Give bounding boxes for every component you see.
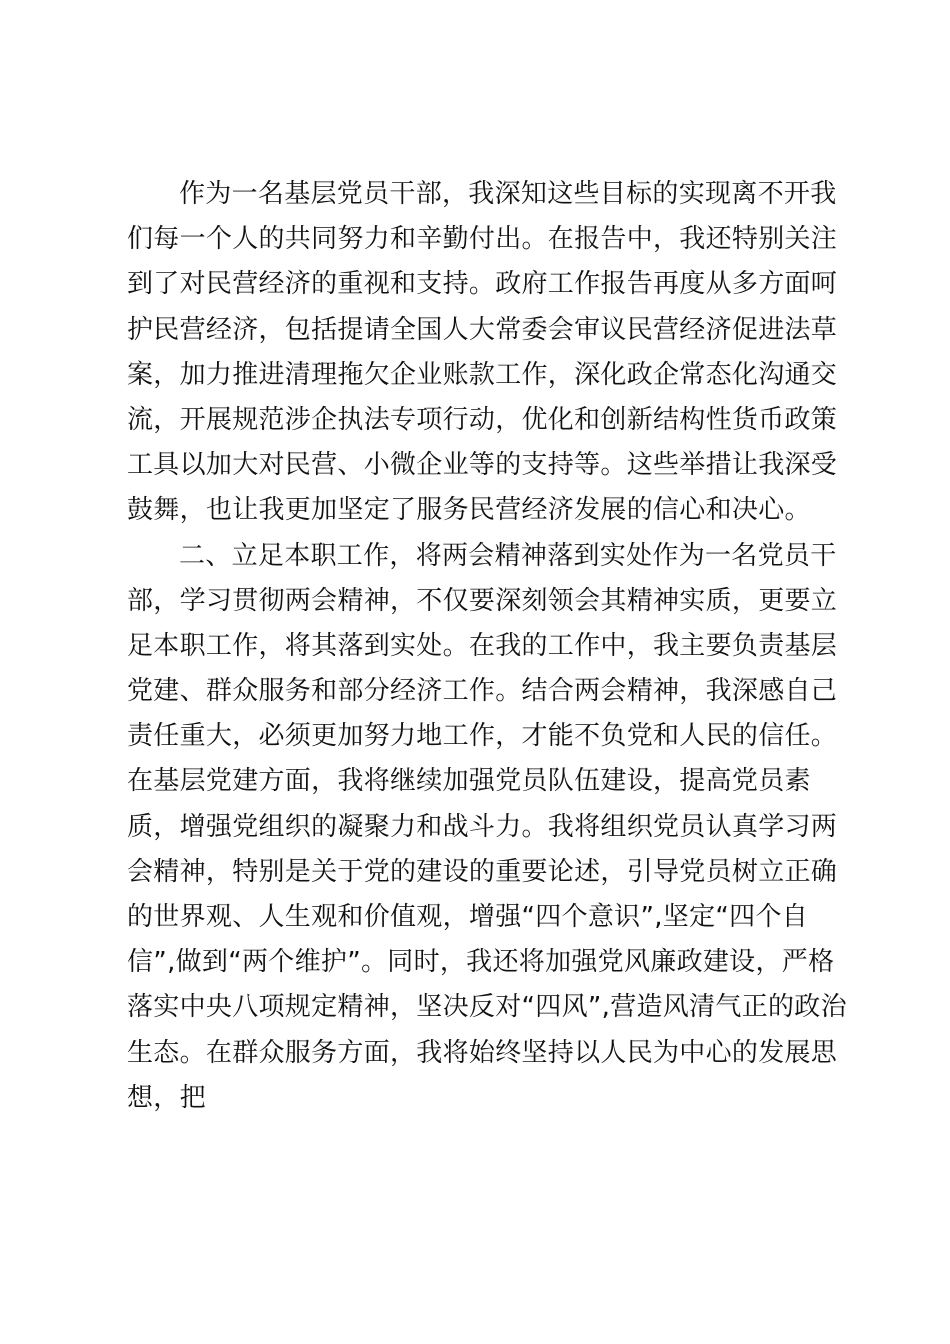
text-line: 作为一名基层党员干部，我深知这些目标的实现离不开我: [179, 179, 837, 209]
text-line: 部，学习贯彻两会精神，不仅要深刻领会其精神实质，更要立: [127, 585, 838, 616]
text-line: 的世界观、人生观和价值观，增强“四个意识”,坚定“四个自: [127, 902, 809, 932]
text-line: 们每一个人的共同努力和辛勤付出。在报告中，我还特别关注: [127, 224, 838, 255]
text-line: 流，开展规范涉企执法专项行动，优化和创新结构性货币政策: [127, 404, 838, 435]
text-line: 护民营经济，包括提请全国人大常委会审议民营经济促进法草: [127, 314, 838, 345]
text-line: 会精神，特别是关于党的建设的重要论述，引导党员树立正确: [127, 856, 838, 887]
text-line: 党建、群众服务和部分经济工作。结合两会精神，我深感自己: [127, 676, 838, 707]
text-line: 在基层党建方面，我将继续加强党员队伍建设，提高党员素: [127, 766, 811, 797]
text-line: 责任重大，必须更加努力地工作，才能不负党和人民的信任。: [127, 721, 838, 752]
text-line: 信”,做到“两个维护”。同时，我还将加强党风廉政建设，严格: [127, 947, 835, 978]
paragraph-1: [127, 172, 838, 534]
text-line: 案，加力推进清理拖欠企业账款工作，深化政企常态化沟通交: [127, 359, 838, 390]
document-body: [127, 172, 847, 1121]
text-line: 鼓舞，也让我更加坚定了服务民营经济发展的信心和决心。: [127, 495, 811, 526]
text-line: 足本职工作，将其落到实处。在我的工作中，我主要负责基层: [127, 630, 838, 661]
text-line: 生态。在群众服务方面，我将始终坚持以人民为中心的发展思: [127, 1037, 838, 1068]
text-line: 想，把: [127, 1082, 206, 1113]
text-line: 工具以加大对民营、小微企业等的支持等。这些举措让我深受: [127, 450, 838, 481]
paragraph-2: [127, 534, 847, 1121]
text-line: 落实中央八项规定精神，坚决反对“四风”,营造风清气正的政治: [127, 992, 847, 1023]
section-heading-line: 二、立足本职工作，将两会精神落到实处作为一名党员干: [179, 540, 837, 571]
text-line: 到了对民营经济的重视和支持。政府工作报告再度从多方面呵: [127, 269, 838, 300]
text-line: 质，增强党组织的凝聚力和战斗力。我将组织党员认真学习两: [127, 811, 838, 842]
